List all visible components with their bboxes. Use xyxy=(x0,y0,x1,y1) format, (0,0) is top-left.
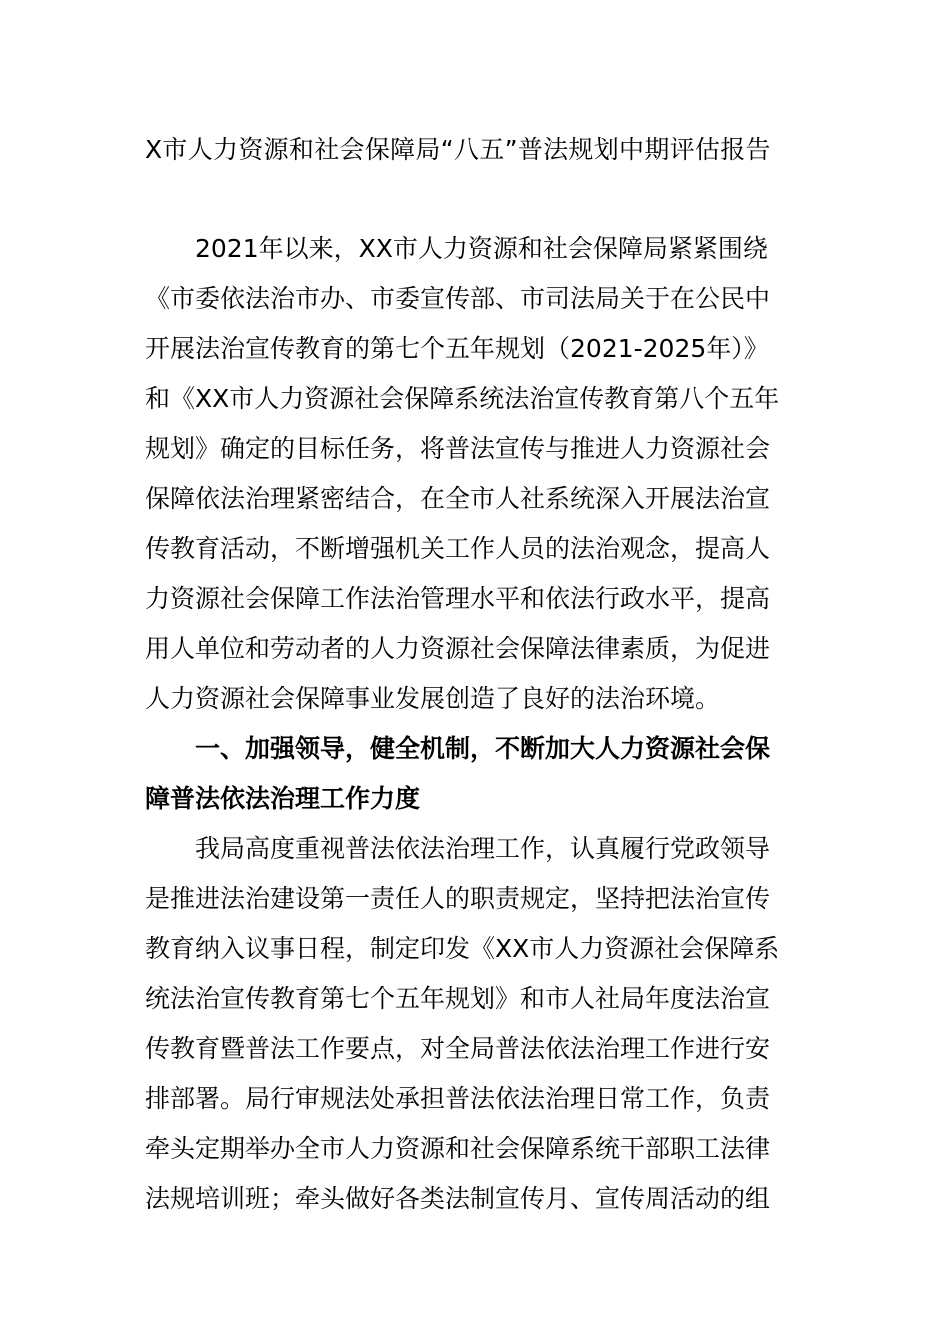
paragraph-line: 法规培训班；牵头做好各类法制宣传月、宣传周活动的组 xyxy=(145,1184,771,1213)
paragraph-line: 规划》确定的目标任务，将普法宣传与推进人力资源社会 xyxy=(145,434,771,463)
paragraph-line: 牵头定期举办全市人力资源和社会保障系统干部职工法律 xyxy=(145,1134,771,1163)
paragraph-line: 教育纳入议事日程，制定印发《XX市人力资源社会保障系 xyxy=(145,934,780,963)
paragraph-line: 我局高度重视普法依法治理工作，认真履行党政领导 xyxy=(195,834,771,863)
paragraph-line: 统法治宣传教育第七个五年规划》和市人社局年度法治宣 xyxy=(145,984,771,1013)
paragraph-line: 排部署。局行审规法处承担普法依法治理日常工作，负责 xyxy=(145,1084,771,1113)
paragraph-line: 《市委依法治市办、市委宣传部、市司法局关于在公民中 xyxy=(145,284,771,313)
document-title: X市人力资源和社会保障局“八五”普法规划中期评估报告 xyxy=(145,135,771,164)
paragraph-line: 和《XX市人力资源社会保障系统法治宣传教育第八个五年 xyxy=(145,384,780,413)
paragraph-line: 传教育暨普法工作要点，对全局普法依法治理工作进行安 xyxy=(145,1034,771,1063)
paragraph-line: 开展法治宣传教育的第七个五年规划（2021-2025年）》 xyxy=(145,334,769,363)
paragraph-line: 人力资源社会保障事业发展创造了良好的法治环境。 xyxy=(145,684,721,713)
paragraph-line: 是推进法治建设第一责任人的职责规定，坚持把法治宣传 xyxy=(145,884,771,913)
paragraph-line: 2021年以来，XX市人力资源和社会保障局紧紧围绕 xyxy=(195,234,768,263)
paragraph-line: 用人单位和劳动者的人力资源社会保障法律素质，为促进 xyxy=(145,634,771,663)
paragraph-line: 力资源社会保障工作法治管理水平和依法行政水平，提高 xyxy=(145,584,771,613)
section-heading-line: 一、加强领导，健全机制，不断加大人力资源社会保 xyxy=(195,734,771,763)
paragraph-line: 保障依法治理紧密结合，在全市人社系统深入开展法治宣 xyxy=(145,484,771,513)
paragraph-line: 传教育活动，不断增强机关工作人员的法治观念，提高人 xyxy=(145,534,771,563)
section-heading-line: 障普法依法治理工作力度 xyxy=(145,784,421,813)
